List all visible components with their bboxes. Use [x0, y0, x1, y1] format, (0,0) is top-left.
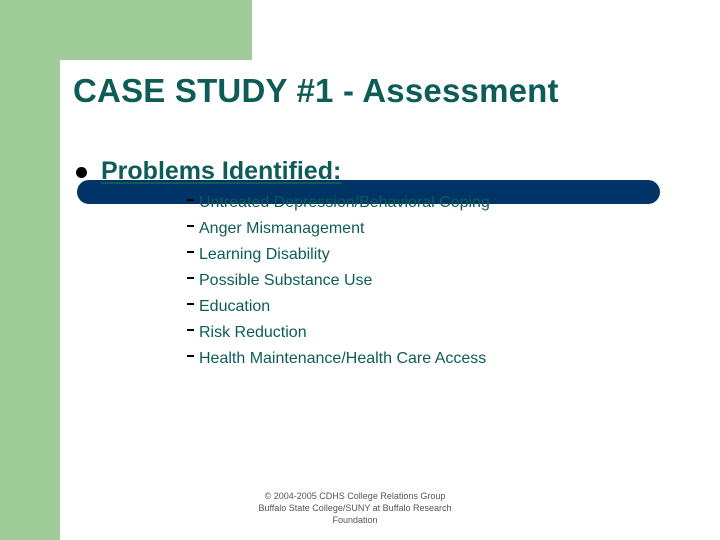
footer-line: © 2004-2005 CDHS College Relations Group [264, 491, 446, 501]
list-item-text: Possible Substance Use [199, 272, 373, 289]
dash-icon [187, 355, 194, 357]
bullet-dot-icon [76, 167, 87, 178]
slide-title: CASE STUDY #1 - Assessment [73, 72, 559, 109]
list-item-text: Health Maintenance/Health Care Access [199, 350, 487, 367]
section-heading: Problems Identified: [101, 157, 342, 185]
list-item-text: Untreated Depression/Behavioral Coping [199, 194, 490, 211]
dash-icon [187, 277, 194, 279]
dash-icon [187, 303, 194, 305]
dash-icon [187, 199, 194, 201]
footer-line: Foundation [332, 515, 378, 525]
list-item-text: Anger Mismanagement [199, 220, 365, 237]
dash-icon [187, 225, 194, 227]
dash-icon [187, 251, 194, 253]
list-item-text: Learning Disability [199, 246, 330, 263]
slide-panel [60, 60, 720, 540]
list-item-text: Education [199, 298, 271, 315]
list-item-text: Risk Reduction [199, 324, 307, 341]
dash-icon [187, 329, 194, 331]
copyright-footer [234, 490, 476, 526]
footer-line: Buffalo State College/SUNY at Buffalo Research [258, 503, 452, 513]
green-accent-bar-left [0, 0, 60, 540]
